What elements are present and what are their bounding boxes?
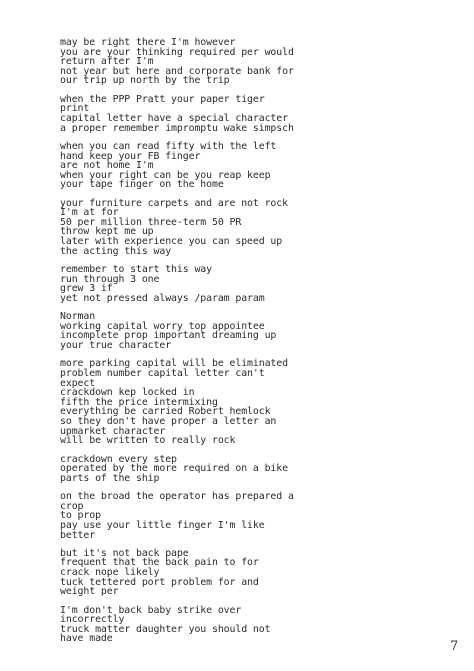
typescript-body bbox=[60, 38, 320, 653]
stanza bbox=[60, 142, 320, 190]
text-line: will be written to really rock bbox=[60, 435, 236, 447]
stanza bbox=[60, 492, 320, 540]
text-line: your tape finger on the home bbox=[60, 179, 224, 191]
stanza bbox=[60, 606, 320, 644]
text-line: hand keep your FB finger bbox=[60, 150, 201, 162]
text-line: more parking capital will be eliminated bbox=[60, 358, 288, 370]
stanza bbox=[60, 265, 320, 303]
text-line: later with experience you can speed up bbox=[60, 236, 283, 248]
text-line: crackdown kep locked in bbox=[60, 387, 195, 399]
text-line: I'm at for bbox=[60, 207, 119, 219]
text-line: 50 per million three-term 50 PR bbox=[60, 216, 242, 228]
text-line: working capital worry top appointee bbox=[60, 320, 265, 332]
text-line: the acting this way bbox=[60, 245, 172, 257]
text-line: tuck tettered port problem for and bbox=[60, 576, 259, 588]
stanza bbox=[60, 549, 320, 597]
text-line: crack nope likely bbox=[60, 567, 160, 579]
text-line: print bbox=[60, 103, 90, 115]
text-line: truck matter daughter you should not bbox=[60, 623, 271, 635]
text-line: better bbox=[60, 529, 96, 541]
text-line: crackdown every step bbox=[60, 453, 177, 465]
stanza bbox=[60, 359, 320, 445]
text-line: your true character bbox=[60, 340, 172, 352]
text-line: remember to start this way bbox=[60, 264, 212, 276]
text-line: return after I'm bbox=[60, 56, 154, 68]
text-line: on the broad the operator has prepared a bbox=[60, 491, 294, 503]
text-line: when you can read fifty with the left bbox=[60, 140, 277, 152]
text-line: capital letter have a special character bbox=[60, 112, 288, 124]
text-line: I'm don't back baby strike over bbox=[60, 604, 242, 616]
text-line: our trip up north by the trip bbox=[60, 75, 230, 87]
text-line: fifth the price intermixing bbox=[60, 396, 218, 408]
text-line: you are your thinking required per would bbox=[60, 46, 294, 58]
text-line: expect bbox=[60, 377, 96, 389]
text-line: when the PPP Pratt your paper tiger bbox=[60, 93, 265, 105]
text-line: weight per bbox=[60, 586, 119, 598]
stanza bbox=[60, 312, 320, 350]
text-line: run through 3 one bbox=[60, 273, 160, 285]
text-line: grew 3 if bbox=[60, 283, 113, 295]
text-line: parts of the ship bbox=[60, 472, 160, 484]
text-line: frequent that the back pain to for bbox=[60, 557, 259, 569]
text-line: have made bbox=[60, 633, 113, 645]
text-line: throw kept me up bbox=[60, 226, 154, 238]
text-line: are not home I'm bbox=[60, 160, 154, 172]
text-line: but it's not back pape bbox=[60, 547, 189, 559]
text-line: upmarket character bbox=[60, 425, 166, 437]
stanza bbox=[60, 455, 320, 484]
text-line: pay use your little finger I'm like bbox=[60, 519, 265, 531]
stanza bbox=[60, 199, 320, 257]
text-line: so they don't have proper a letter an bbox=[60, 415, 277, 427]
stanza bbox=[60, 95, 320, 133]
text-line: yet not pressed always /param param bbox=[60, 292, 265, 304]
text-line: incomplete prop important dreaming up bbox=[60, 330, 277, 342]
stanza bbox=[60, 38, 320, 86]
text-line: operated by the more required on a bike bbox=[60, 463, 288, 475]
text-line: Norman bbox=[60, 311, 96, 323]
text-line: incorrectly bbox=[60, 614, 125, 626]
page-number: 7 bbox=[450, 639, 459, 654]
text-line: may be right there I'm however bbox=[60, 37, 236, 48]
text-line: problem number capital letter can't bbox=[60, 368, 265, 379]
text-line: to prop bbox=[60, 510, 101, 522]
text-line: a proper remember impromptu wake simpsch bbox=[60, 122, 294, 134]
text-line: not year but here and corporate bank for bbox=[60, 65, 294, 77]
text-line: crop bbox=[60, 500, 84, 512]
text-line: when your right can be you reap keep bbox=[60, 169, 271, 181]
text-line: your furniture carpets and are not rock bbox=[60, 197, 288, 209]
text-line: everything be carried Robert hemlock bbox=[60, 406, 271, 418]
